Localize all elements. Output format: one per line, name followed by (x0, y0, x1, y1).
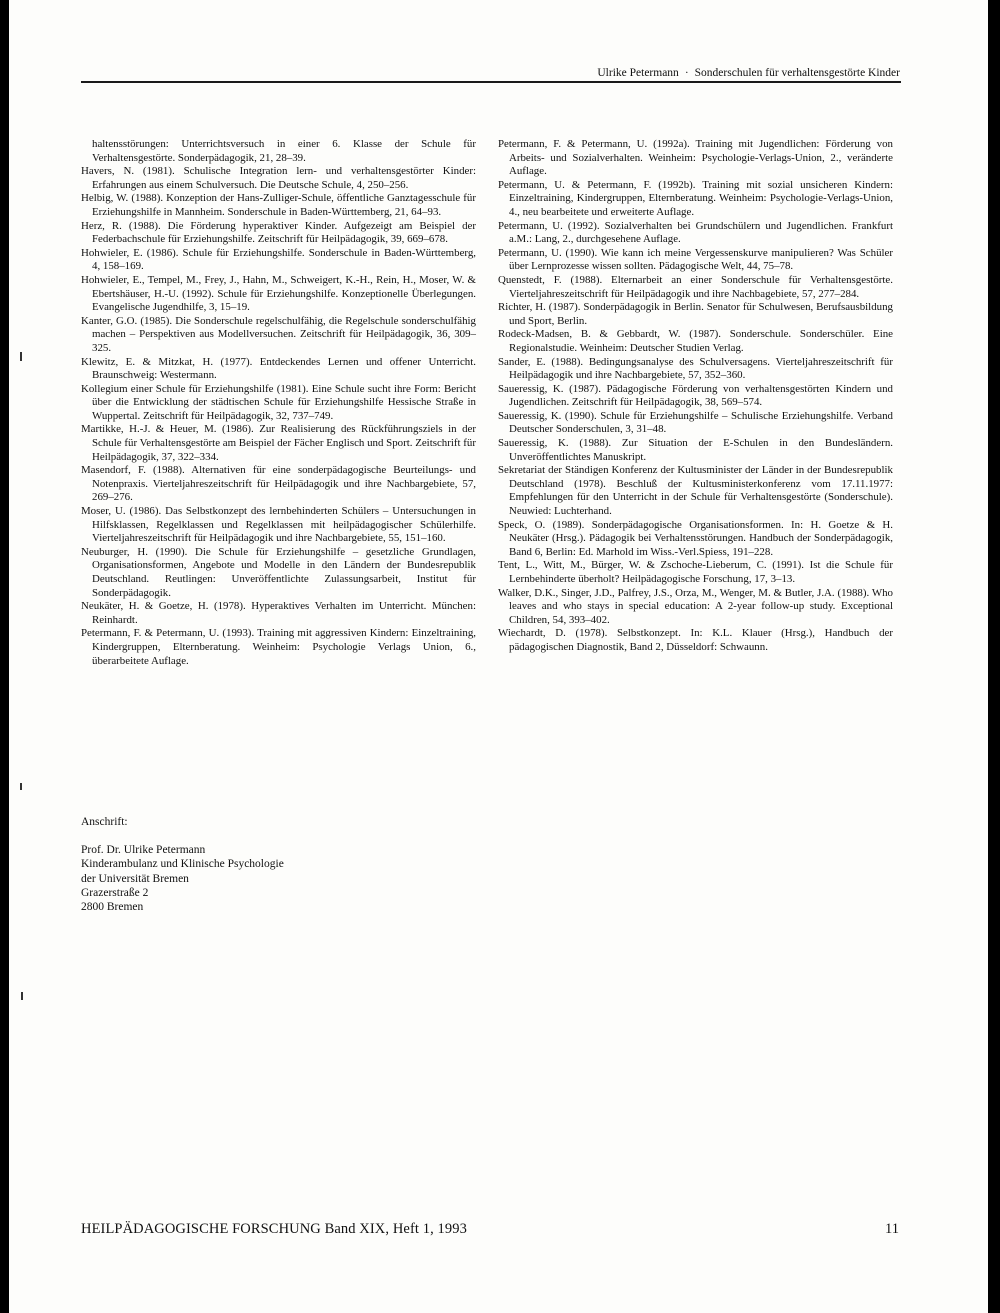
reference-entry: Kanter, G.O. (1985). Die Sonderschule regelschulfähig, die Regelschule sonderschulfähig machen – Perspektiven aus Modellversuchen. Zeitschrift für Heilpädagogik, 36, 309–325. (81, 314, 476, 354)
reference-entry: Petermann, U. (1990). Wie kann ich meine Vergessenskurve manipulieren? Was Schüler über Lernprozesse wissen sollten. Pädagogische Welt, 44, 75–78. (498, 246, 893, 273)
address-label: Anschrift: (81, 816, 128, 828)
header-separator: · (684, 67, 689, 79)
reference-entry: Saueressig, K. (1988). Zur Situation der E-Schulen in den Bundesländern. Unveröffentlichtes Manuskript. (498, 437, 893, 463)
address-line: der Universität Bremen (81, 872, 189, 885)
reference-entry: Kollegium einer Schule für Erziehungshilfe (1981). Eine Schule sucht ihre Form: Bericht über die Entwicklung der städtischen Schule für Erziehungshilfe Hessische Straße in Wuppertal. Zeitschrift für Heilpädagogik, 32, 737–749. (81, 382, 476, 422)
footer-journal-title: HEILPÄDAGOGISCHE FORSCHUNG Band XIX, Heft 1, 1993 (81, 1221, 467, 1237)
address-line: 2800 Bremen (81, 901, 144, 914)
reference-entry: Wiechardt, D. (1978). Selbstkonzept. In: K.L. Klauer (Hrsg.), Handbuch der pädagogischen Diagnostik, Band 2, Düsseldorf: Schwaunn. (498, 627, 893, 653)
author-address (81, 815, 284, 914)
reference-entry: Martikke, H.-J. & Heuer, M. (1986). Zur Realisierung des Rückführungsziels in der Schule für Verhaltensgestörte am Beispiel der Fächer Englisch und Sport. Zeitschrift für Heilpädagogik, 37, 322–334. (81, 423, 476, 463)
reference-entry: Petermann, U. & Petermann, F. (1992b). Training mit sozial unsicheren Kindern: Einzeltraining, Kindergruppen, Elternberatung. Weinheim: Psychologie-Verlags-Union, 4., neu bearbeitete und erweiterte Auflage. (498, 178, 893, 218)
reference-entry: Richter, H. (1987). Sonderpädagogik in Berlin. Senator für Schulwesen, Berufsausbildung und Sport, Berlin. (498, 301, 893, 327)
reference-entry: Petermann, F. & Petermann, U. (1993). Training mit aggressiven Kindern: Einzeltraining, Kindergruppen, Elternberatung. Weinheim: Psychologie Verlags Union, 6., überarbeitete Auflage. (81, 627, 476, 667)
reference-entry: Masendorf, F. (1988). Alternativen für eine sonderpädagogische Beurteilungs- und Notenpraxis. Vierteljahreszeitschrift für Heilpädagogik und ihre Nachbargebiete, 57, 269–276. (81, 464, 476, 504)
reference-entry: Petermann, F. & Petermann, U. (1992a). Training mit Jugendlichen: Förderung von Arbeits- und Sozialverhalten. Weinheim: Psychologie-Verlags-Union, 2., veränderte Auflage. (498, 138, 893, 178)
scan-speck (20, 352, 22, 361)
journal-page (9, 0, 988, 1313)
references-right-column (498, 138, 893, 655)
header-author: Ulrike Petermann (597, 67, 679, 79)
reference-entry: Walker, D.K., Singer, J.D., Palfrey, J.S., Orza, M., Wenger, M. & Butler, J.A. (1988). Who leaves and who stays in special education: A 2-year follow-up study. Exceptional Children, 54, 393–402. (498, 586, 893, 626)
reference-entry: Havers, N. (1981). Schulische Integration lern- und verhaltensgestörter Kinder: Erfahrungen aus einem Schulversuch. Die Deutsche Schule, 4, 250–256. (81, 165, 476, 191)
reference-entry: Sander, E. (1988). Bedingungsanalyse des Schulversagens. Vierteljahreszeitschrift für Heilpädagogik und ihre Nachbargebiete, 57, 352–360. (498, 355, 893, 382)
reference-entry: Tent, L., Witt, M., Bürger, W. & Zschoche-Lieberum, C. (1991). Ist die Schule für Lernbehinderte überholt? Heilpädagogische Forschung, 17, 3–13. (498, 559, 893, 585)
address-line: Grazerstraße 2 (81, 886, 149, 899)
reference-entry: Klewitz, E. & Mitzkat, H. (1977). Entdeckendes Lernen und offener Unterricht. Braunschweig: Westermann. (81, 355, 476, 382)
reference-entry: Rodeck-Madsen, B. & Gebbardt, W. (1987). Sonderschule. Sonderschüler. Eine Regionalstudie. Weinheim: Deutscher Studien Verlag. (498, 328, 893, 354)
reference-entry: Speck, O. (1989). Sonderpädagogische Organisationsformen. In: H. Goetze & H. Neukäter (Hrsg.). Pädagogik bei Verhaltensstörungen. Handbuch der Sonderpädagogik, Band 6, Berlin: Ed. Marhold im Wiss.-Verl.Spiess, 191–228. (498, 518, 893, 558)
reference-entry: Herz, R. (1988). Die Förderung hyperaktiver Kinder. Aufgezeigt am Beispiel der Federbachschule für Erziehungshilfe. Zeitschrift für Heilpädagogik, 39, 669–678. (81, 219, 476, 246)
reference-entry: Helbig, W. (1988). Konzeption der Hans-Zulliger-Schule, öffentliche Ganztagesschule für Erziehungshilfe in Mannheim. Sonderschule in Baden-Württemberg, 21, 64–93. (81, 192, 476, 218)
scan-speck (20, 783, 22, 790)
address-line: Prof. Dr. Ulrike Petermann (81, 844, 206, 857)
reference-entry: Hohwieler, E., Tempel, M., Frey, J., Hahn, M., Schweigert, K.-H., Rein, H., Moser, W. & Ebertshäuser, H.-U. (1992). Schule für Erziehungshilfe. Konzeptionelle Überlegungen. Evangelische Jugendhilfe, 3, 15–19. (81, 273, 476, 314)
scan-speck (21, 992, 23, 1000)
reference-entry: Hohwieler, E. (1986). Schule für Erziehungshilfe. Sonderschule in Baden-Württemberg, 4, 158–169. (81, 246, 476, 273)
reference-entry: Sekretariat der Ständigen Konferenz der Kultusminister der Länder in der Bundesrepublik Deutschland (1978). Beschluß der Kultusministerkonferenz vom 17.11.1977: Empfehlungen für den Unterricht in der Schule für Verhaltensgestörte (Sonderschule). Neuwied: Luchterhand. (498, 464, 893, 518)
page-number: 11 (885, 1221, 899, 1237)
header-title: Sonderschulen für verhaltensgestörte Kinder (694, 67, 900, 79)
reference-entry: Petermann, U. (1992). Sozialverhalten bei Grundschülern und Jugendlichen. Frankfurt a.M.: Lang, 2., durchgesehene Auflage. (498, 219, 893, 246)
references-left-column (81, 138, 476, 668)
address-line: Kinderambulanz und Klinische Psychologie (81, 858, 284, 871)
reference-entry: Neukäter, H. & Goetze, H. (1978). Hyperaktives Verhalten im Unterricht. München: Reinhardt. (81, 600, 476, 626)
reference-entry: Saueressig, K. (1990). Schule für Erziehungshilfe – Schulische Erziehungshilfe. Verband Deutscher Sonderschulen, 3, 31–48. (498, 409, 893, 436)
reference-entry: Saueressig, K. (1987). Pädagogische Förderung von verhaltensgestörten Kindern und Jugendlichen. Zeitschrift für Heilpädagogik, 38, 569–574. (498, 382, 893, 409)
reference-entry: Moser, U. (1986). Das Selbstkonzept des lernbehinderten Schülers – Untersuchungen in Hilfsklassen, Regelklassen und Regelklassen mit heilpädagogischer Schülerhilfe. Vierteljahreszeitschrift für Heilpädagogik und ihre Nachbargebiete, 55, 151–160. (81, 505, 476, 545)
running-header (84, 66, 900, 80)
reference-entry: haltensstörungen: Unterrichtsversuch in einer 6. Klasse der Schule für Verhaltensgestörte. Sonderpädagogik, 21, 28–39. (92, 138, 476, 164)
reference-entry: Neuburger, H. (1990). Die Schule für Erziehungshilfe – gesetzliche Grundlagen, Organisationsformen, Angebote und Modelle in den Ländern der Bundesrepublik Deutschland. Reutlingen: Unveröffentlichte Zulassungsarbeit, Institut für Sonderpädagogik. (81, 545, 476, 599)
header-rule (81, 81, 901, 83)
reference-entry: Quenstedt, F. (1988). Elternarbeit an einer Sonderschule für Verhaltensgestörte. Vierteljahreszeitschrift für Heilpädagogik und ihre Nachbagebiete, 57, 277–284. (498, 273, 893, 300)
